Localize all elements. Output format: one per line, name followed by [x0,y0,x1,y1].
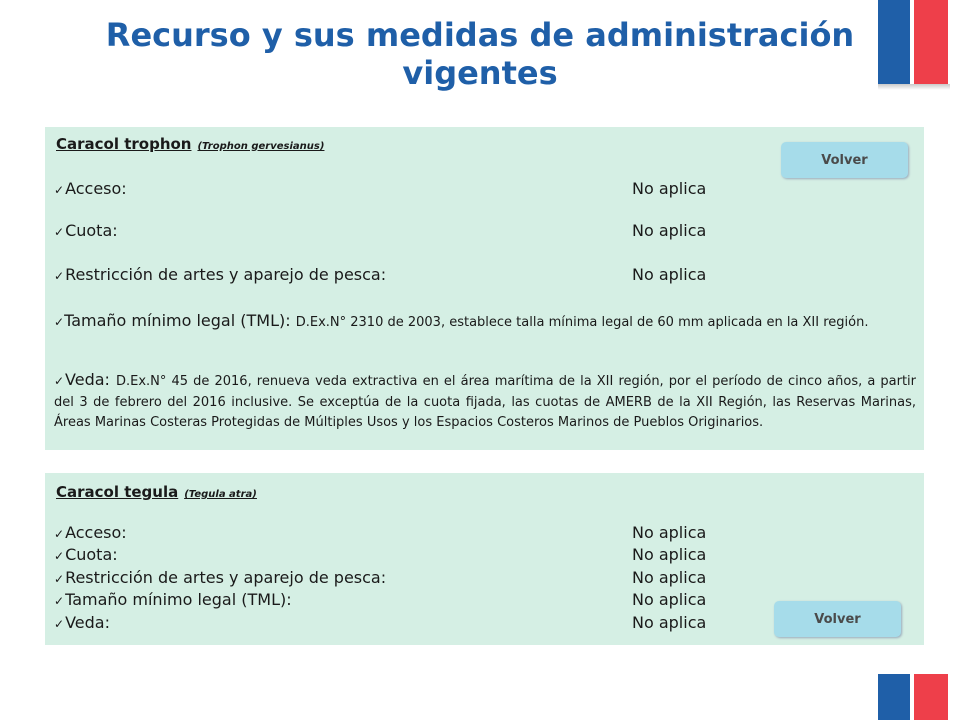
tml-paragraph: ✓Tamaño mínimo legal (TML): D.Ex.N° 2310 de 2003, establece talla mínima legal de 60 mm aplicada en la XII región. [54,311,869,330]
gear-restriction-value: No aplica [632,265,707,284]
gear-restriction-value: No aplica [632,568,707,587]
checkmark-icon: ✓ [54,225,65,239]
checkmark-icon: ✓ [54,269,65,283]
quota-value: No aplica [632,545,707,564]
veda-value: No aplica [632,613,707,632]
checkmark-icon: ✓ [54,594,65,608]
checkmark-icon: ✓ [54,572,65,586]
checkmark-icon: ✓ [54,527,65,541]
gear-restriction-row: ✓Restricción de artes y aparejo de pesca: [54,568,387,587]
checkmark-icon: ✓ [54,374,66,388]
flag-shadow [878,84,950,90]
quota-row: ✓Cuota: [54,545,118,564]
quota-row: ✓Cuota: [54,221,118,240]
flag-icon [878,0,948,84]
gear-restriction-row: ✓Restricción de artes y aparejo de pesca: [54,265,387,284]
access-value: No aplica [632,179,707,198]
flag-icon-bottom [878,674,948,720]
quota-value: No aplica [632,221,707,240]
access-row: ✓Acceso: [54,523,127,542]
species-scientific-name: (Trophon gervesianus) [197,141,325,152]
checkmark-icon: ✓ [54,617,65,631]
checkmark-icon: ✓ [54,549,65,563]
checkmark-icon: ✓ [54,315,65,329]
species-scientific-name: (Tegula atra) [184,489,257,500]
tegula-panel [45,473,924,645]
tml-row: ✓Tamaño mínimo legal (TML): [54,590,292,609]
access-value: No aplica [632,523,707,542]
back-button[interactable]: Volver [774,601,901,637]
species-name: Caracol tegula (Tegula atra) [56,483,257,501]
veda-row: ✓Veda: [54,613,110,632]
veda-paragraph: ✓Veda: D.Ex.N° 45 de 2016, renueva veda extractiva en el área marítima de la XII región, por el período de cinco años, a partir del 3 de febrero del 2016 inclusive. Se exceptúa de la cuota fijada, las cuotas de AMERB de la XII Región, las Reservas Marinas, Áreas Marinas Costeras Protegidas de Múltiples Usos y los Espacios Costeros Marinos de Pueblos Originarios. [54,370,917,430]
tml-value: No aplica [632,590,707,609]
page-title: Recurso y sus medidas de administración vigentes [105,16,855,92]
species-name: Caracol trophon (Trophon gervesianus) [56,135,325,153]
checkmark-icon: ✓ [54,183,65,197]
back-button[interactable]: Volver [781,142,908,178]
access-row: ✓Acceso: [54,179,127,198]
trophon-panel [45,127,924,450]
